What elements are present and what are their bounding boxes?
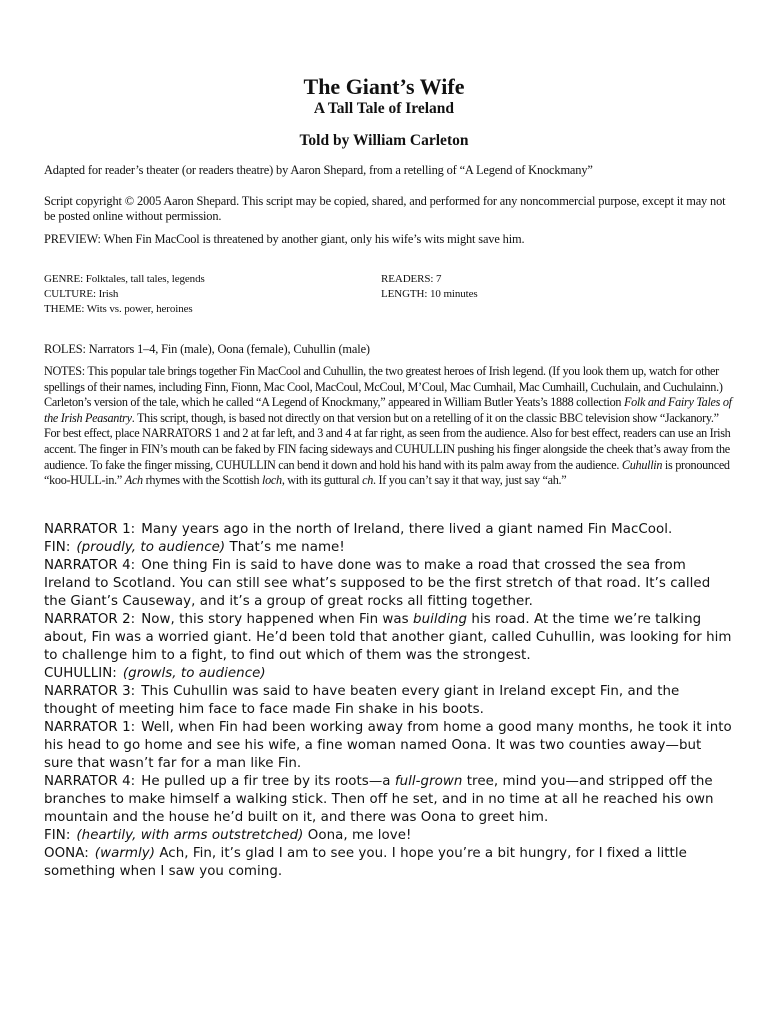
line-text: One thing Fin is said to have done was to make a road that crossed the sea from Ireland to Scotland. You can still see what’s supposed to be the first stretch of that road. It’s called the Giant’s Causeway, and it’s a group of great rocks all fitting together. <box>44 558 711 609</box>
line-text: Well, when Fin had been working away from home a good many months, he took it into his head to go home and see his wife, a fine woman named Oona. It was two counties away—but sure that wasn’t far for a man like Fin. <box>44 720 732 771</box>
script-line <box>44 683 734 719</box>
meta-right <box>381 272 478 302</box>
stage-direction: (growls, to audience) <box>122 666 266 681</box>
notes-text: NOTES: This popular tale brings together Fin MacCool and Cuhullin, the two greatest heroes of Irish legend. (If you look them up, watch for other spellings of their names, including Finn, Fionn, Mac Cool, MacCoul, McCoul, M’Coul, Mac Cumhail, Mac Cumhaill, Cuchulain, and Cuchulainn.) Carleton’s version of the tale, which he called “A Legend of Knockmany,” appeared in William Butler Yeats’s 1888 collection <box>44 364 723 410</box>
notes-text: . This script, though, is based not directly on that version but on a retelling of it on the classic BBC television show “Jackanory.” For best effect, place NARRATORS 1 and 2 at far left, and 3 and 4 at far right, as seen from the audience. Also for best effect, readers can use an Irish accent. The finger in FIN’s mouth can be faked by FIN facing sideways and CUHULLIN pushing his finger alongside the cheek that’s away from the audience. To fake the finger missing, CUHULLIN can bend it down and hold his hand with its palm away from the audience. <box>44 410 731 472</box>
book-title: Folk and Fairy Tales of the Irish Peasantry <box>44 395 732 425</box>
roles-text: ROLES: Narrators 1–4, Fin (male), Oona (female), Cuhullin (male) <box>44 342 370 356</box>
speaker-label: NARRATOR 1: <box>44 720 136 735</box>
line-text: This Cuhullin was said to have beaten every giant in Ireland except Fin, and the thought of meeting him face to face made Fin shake in his boots. <box>44 684 680 717</box>
pronunciation-term: Ach <box>124 473 143 488</box>
pronunciation-term: Cuhullin <box>621 457 663 472</box>
readers-field: READERS: 7 <box>381 273 442 285</box>
speaker-label: NARRATOR 2: <box>44 612 136 627</box>
script-line <box>44 845 734 881</box>
adaptation-text: Adapted for reader’s theater (or readers theatre) by Aaron Shepard, from a retelling of “A Legend of Knockmany” <box>44 163 593 177</box>
speaker-label: OONA: <box>44 846 89 861</box>
speaker-label: NARRATOR 4: <box>44 558 136 573</box>
pronunciation-term: loch <box>262 473 282 488</box>
notes-paragraph <box>44 364 734 489</box>
copyright-text: Script copyright © 2005 Aaron Shepard. This script may be copied, shared, and performed for any noncommercial purpose, except it may not be posted online without permission. <box>44 194 726 223</box>
meta-left <box>44 272 205 317</box>
pronunciation-term: ch <box>362 473 374 488</box>
culture-field: CULTURE: Irish <box>44 288 119 300</box>
genre-field: GENRE: Folktales, tall tales, legends <box>44 273 205 285</box>
page-title: The Giant’s Wife <box>303 74 465 99</box>
line-text: Now, this story happened when Fin was <box>141 612 414 627</box>
adaptation-note <box>44 163 734 178</box>
copyright-note <box>44 194 734 224</box>
script-body <box>44 521 734 881</box>
speaker-label: FIN: <box>44 540 71 555</box>
notes-text: , with its guttural <box>281 473 363 488</box>
script-line <box>44 719 734 773</box>
speaker-label: NARRATOR 3: <box>44 684 136 699</box>
page-subtitle: A Tall Tale of Ireland <box>313 100 455 117</box>
emphasis: building <box>413 612 468 627</box>
line-text: He pulled up a fir tree by its roots—a <box>141 774 395 789</box>
line-text: Many years ago in the north of Ireland, there lived a giant named Fin MacCool. <box>141 522 673 537</box>
speaker-label: NARRATOR 1: <box>44 522 136 537</box>
script-line <box>44 773 734 827</box>
script-line <box>44 539 734 557</box>
stage-direction: (heartily, with arms outstretched) <box>76 828 304 843</box>
notes-text: rhymes with the Scottish <box>142 473 263 488</box>
line-text: Oona, me love! <box>307 828 412 843</box>
script-line <box>44 665 734 683</box>
notes-text: . If you can’t say it that way, just say “ah.” <box>373 473 567 488</box>
preview-note <box>44 232 734 247</box>
stage-direction: (proudly, to audience) <box>76 540 226 555</box>
line-text: That’s me name! <box>229 540 345 555</box>
line-text: Ach, Fin, it’s glad I am to see you. I hope you’re a bit hungry, for I fixed a little something when I saw you coming. <box>44 846 687 879</box>
speaker-label: CUHULLIN: <box>44 666 117 681</box>
speaker-label: FIN: <box>44 828 71 843</box>
length-field: LENGTH: 10 minutes <box>381 288 478 300</box>
byline: Told by William Carleton <box>299 132 469 149</box>
script-line <box>44 557 734 611</box>
line-text: his road. At the time we’re talking about, Fin was a worried giant. He’d been told that another giant, called Cuhullin, was looking for him to challenge him to a fight, to find out which of them was the strongest. <box>44 612 732 663</box>
script-line <box>44 521 734 539</box>
emphasis: full-grown <box>394 774 463 789</box>
stage-direction: (warmly) <box>94 846 155 861</box>
line-text: tree, mind you—and stripped off the branches to make himself a walking stick. Then off he set, and in no time at all he reached his own mountain and the house he’d built on it, and there was Oona to greet him. <box>44 774 714 825</box>
roles-list <box>44 342 734 357</box>
theme-field: THEME: Wits vs. power, heroines <box>44 303 193 315</box>
script-line <box>44 611 734 665</box>
notes-text: is pronounced “koo-HULL-in.” <box>44 457 730 488</box>
script-line <box>44 827 734 845</box>
speaker-label: NARRATOR 4: <box>44 774 136 789</box>
preview-text: PREVIEW: When Fin MacCool is threatened by another giant, only his wife’s wits might save him. <box>44 232 525 246</box>
